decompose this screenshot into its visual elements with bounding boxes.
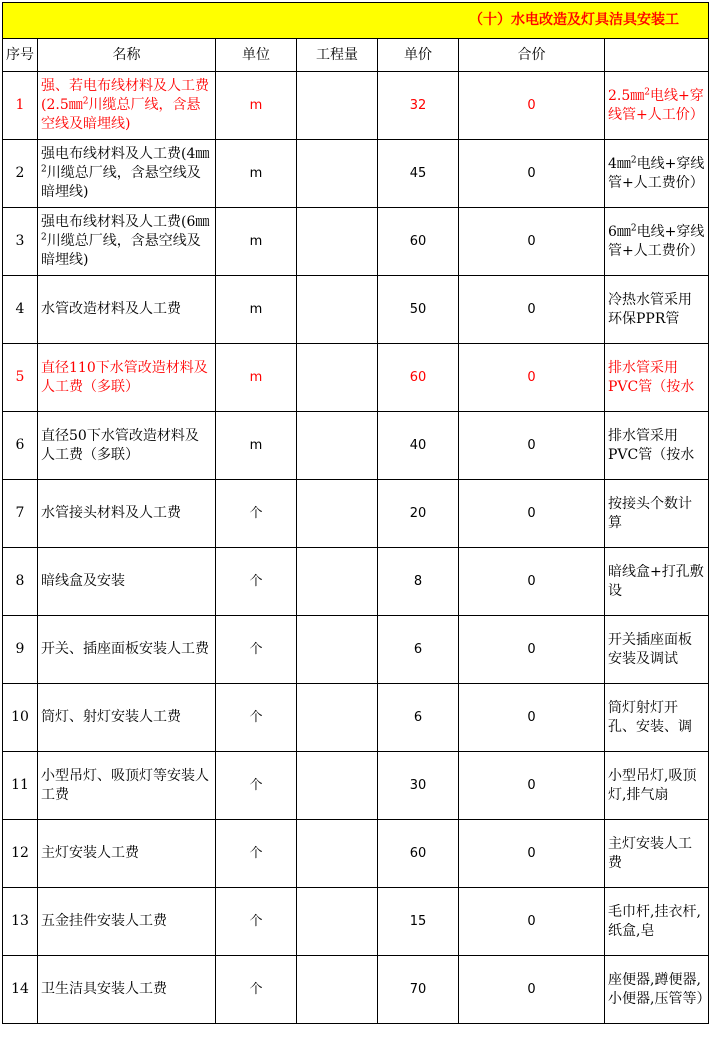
row-qty[interactable] (297, 684, 378, 752)
row-unit[interactable]: m (216, 208, 297, 276)
row-name[interactable] (38, 72, 216, 140)
row-name[interactable] (38, 140, 216, 208)
row-name-text: 水管改造材料及人工费 (41, 301, 181, 317)
row-unit[interactable]: 个 (216, 548, 297, 616)
header-total: 合价 (459, 39, 605, 72)
row-desc-text-2: 电线+穿线管+人工费价） (608, 223, 705, 259)
table-row[interactable] (3, 412, 709, 480)
row-desc-text: 冷热水管采用环保PPR管 (608, 291, 692, 327)
row-desc[interactable] (605, 548, 709, 616)
row-name[interactable] (38, 820, 216, 888)
row-desc[interactable] (605, 412, 709, 480)
row-name-text-2: 川缆总厂线，含悬空线及暗埋线) (41, 233, 201, 268)
table-row[interactable] (3, 616, 709, 684)
row-name-sup: 2 (82, 96, 89, 107)
row-desc-sup: 2 (644, 86, 650, 97)
row-name[interactable] (38, 344, 216, 412)
row-qty[interactable] (297, 616, 378, 684)
row-total[interactable]: 0 (459, 752, 605, 820)
title-row (3, 3, 709, 39)
row-name-text: 强电布线材料及人工费(4㎜ (41, 146, 210, 162)
row-price[interactable]: 20 (378, 480, 459, 548)
row-name-text: 直径50下水管改造材料及人工费（多联） (41, 427, 199, 463)
row-total[interactable]: 0 (459, 208, 605, 276)
row-no: 10 (3, 684, 38, 752)
row-unit[interactable]: 个 (216, 616, 297, 684)
row-no: 5 (3, 344, 38, 412)
header-qty: 工程量 (297, 39, 378, 72)
row-desc-text: 筒灯射灯开孔、安装、调 (608, 699, 692, 735)
row-name-text: 水管接头材料及人工费 (41, 505, 181, 521)
row-desc[interactable] (605, 684, 709, 752)
row-total[interactable]: 0 (459, 412, 605, 480)
row-total[interactable]: 0 (459, 480, 605, 548)
row-price[interactable]: 50 (378, 276, 459, 344)
row-desc[interactable] (605, 888, 709, 956)
row-total[interactable]: 0 (459, 344, 605, 412)
row-unit[interactable]: 个 (216, 888, 297, 956)
row-name-text: 五金挂件安装人工费 (41, 913, 167, 929)
table-row[interactable] (3, 72, 709, 140)
row-name[interactable] (38, 412, 216, 480)
row-qty[interactable] (297, 480, 378, 548)
row-desc-text: 按接头个数计算 (608, 495, 692, 531)
row-total[interactable]: 0 (459, 684, 605, 752)
row-qty[interactable] (297, 344, 378, 412)
header-no: 序号 (3, 39, 38, 72)
row-name[interactable] (38, 208, 216, 276)
row-price[interactable]: 60 (378, 820, 459, 888)
row-no: 7 (3, 480, 38, 548)
row-desc-text: 座便器,蹲便器,小便器,压管等） (608, 971, 710, 1007)
row-name-text: 直径110下水管改造材料及人工费（多联） (41, 359, 208, 395)
row-total[interactable]: 0 (459, 72, 605, 140)
row-no: 13 (3, 888, 38, 956)
row-qty[interactable] (297, 548, 378, 616)
row-price[interactable]: 6 (378, 684, 459, 752)
row-name-text: 强电布线材料及人工费(6㎜ (41, 214, 210, 230)
row-unit[interactable]: m (216, 276, 297, 344)
row-price[interactable]: 60 (378, 344, 459, 412)
row-desc[interactable] (605, 820, 709, 888)
row-unit[interactable]: 个 (216, 956, 297, 1024)
row-name-text: 开关、插座面板安装人工费 (41, 641, 209, 657)
row-desc-text: 6㎜ (608, 223, 631, 240)
row-price[interactable]: 32 (378, 72, 459, 140)
row-total[interactable]: 0 (459, 956, 605, 1024)
row-unit[interactable]: m (216, 344, 297, 412)
table-row[interactable] (3, 208, 709, 276)
table-row[interactable] (3, 548, 709, 616)
header-row (3, 39, 709, 72)
row-price[interactable]: 30 (378, 752, 459, 820)
row-no: 2 (3, 140, 38, 208)
row-unit[interactable]: m (216, 140, 297, 208)
row-price[interactable]: 8 (378, 548, 459, 616)
row-name[interactable] (38, 480, 216, 548)
row-desc-text: 主灯安装人工费 (608, 835, 692, 871)
row-desc[interactable] (605, 616, 709, 684)
table-row[interactable] (3, 752, 709, 820)
row-unit[interactable]: 个 (216, 480, 297, 548)
header-price: 单价 (378, 39, 459, 72)
row-desc-text: 排水管采用PVC管（按水 (608, 359, 695, 395)
row-desc-text: 4㎜ (608, 155, 631, 172)
header-name: 名称 (38, 39, 216, 72)
row-desc-sup: 2 (630, 154, 637, 165)
row-price[interactable]: 45 (378, 140, 459, 208)
row-desc-text: 暗线盒+打孔敷设 (608, 563, 704, 599)
table-row[interactable] (3, 344, 709, 412)
row-qty[interactable] (297, 208, 378, 276)
header-unit: 单位 (216, 39, 297, 72)
row-qty[interactable] (297, 140, 378, 208)
row-total[interactable]: 0 (459, 548, 605, 616)
row-unit[interactable]: m (216, 412, 297, 480)
row-desc-sup: 2 (630, 222, 637, 233)
row-name-text-2: 川缆总厂线，含悬空线及暗埋线) (41, 97, 201, 132)
table-row[interactable] (3, 276, 709, 344)
row-no: 1 (3, 72, 38, 140)
row-unit[interactable]: 个 (216, 820, 297, 888)
table-row[interactable] (3, 480, 709, 548)
row-name[interactable] (38, 548, 216, 616)
row-name[interactable] (38, 956, 216, 1024)
row-no: 12 (3, 820, 38, 888)
row-qty[interactable] (297, 276, 378, 344)
row-no: 14 (3, 956, 38, 1024)
row-no: 9 (3, 616, 38, 684)
row-desc-text-2: 电线+穿线管+人工价） (608, 87, 704, 123)
sheet-title: （十）水电改造及灯具洁具安装工 (3, 3, 709, 39)
row-no: 8 (3, 548, 38, 616)
row-qty[interactable] (297, 752, 378, 820)
row-name[interactable] (38, 616, 216, 684)
row-price[interactable]: 15 (378, 888, 459, 956)
row-desc[interactable] (605, 72, 709, 140)
row-name[interactable] (38, 752, 216, 820)
row-name[interactable] (38, 888, 216, 956)
row-desc-text: 开关插座面板安装及调试 (608, 631, 692, 667)
table-row[interactable] (3, 888, 709, 956)
row-no: 6 (3, 412, 38, 480)
row-total[interactable]: 0 (459, 888, 605, 956)
row-desc-text: 2.5㎜ (608, 87, 645, 104)
row-name-sup: 2 (41, 232, 47, 243)
row-qty[interactable] (297, 820, 378, 888)
row-price[interactable]: 40 (378, 412, 459, 480)
row-qty[interactable] (297, 412, 378, 480)
table-row[interactable] (3, 820, 709, 888)
table-row[interactable] (3, 684, 709, 752)
row-unit[interactable]: m (216, 72, 297, 140)
row-name-text: 强、若电布线材料及人工费(2.5㎜ (41, 78, 209, 113)
row-desc[interactable] (605, 752, 709, 820)
row-qty[interactable] (297, 72, 378, 140)
table-row[interactable] (3, 140, 709, 208)
row-name-sup: 2 (41, 164, 47, 175)
row-desc-text: 排水管采用PVC管（按水 (608, 427, 695, 463)
row-price[interactable]: 70 (378, 956, 459, 1024)
row-total[interactable]: 0 (459, 140, 605, 208)
row-no: 3 (3, 208, 38, 276)
row-unit[interactable]: 个 (216, 684, 297, 752)
row-total[interactable]: 0 (459, 276, 605, 344)
row-name-text: 暗线盒及安装 (41, 573, 125, 589)
row-name-text: 主灯安装人工费 (41, 845, 139, 861)
row-qty[interactable] (297, 956, 378, 1024)
row-no: 4 (3, 276, 38, 344)
row-name-text: 筒灯、射灯安装人工费 (41, 709, 181, 725)
row-desc[interactable] (605, 208, 709, 276)
table-row[interactable] (3, 956, 709, 1024)
row-desc-text: 毛巾杆,挂衣杆,纸盒,皂 (608, 903, 701, 939)
row-desc[interactable] (605, 140, 709, 208)
row-price[interactable]: 60 (378, 208, 459, 276)
row-name-text: 卫生洁具安装人工费 (41, 981, 167, 997)
row-qty[interactable] (297, 888, 378, 956)
row-name-text: 小型吊灯、吸顶灯等安装人工费 (41, 767, 209, 803)
row-price[interactable]: 6 (378, 616, 459, 684)
row-desc[interactable] (605, 276, 709, 344)
row-name[interactable] (38, 276, 216, 344)
row-desc-text: 小型吊灯,吸顶灯,排气扇 (608, 767, 697, 803)
row-unit[interactable]: 个 (216, 752, 297, 820)
row-no: 11 (3, 752, 38, 820)
quote-table (2, 2, 709, 1024)
row-desc[interactable] (605, 480, 709, 548)
row-desc[interactable] (605, 956, 709, 1024)
row-total[interactable]: 0 (459, 820, 605, 888)
header-desc (605, 39, 709, 72)
row-total[interactable]: 0 (459, 616, 605, 684)
row-name-text-2: 川缆总厂线，含悬空线及暗埋线) (41, 165, 201, 200)
row-name[interactable] (38, 684, 216, 752)
row-desc[interactable] (605, 344, 709, 412)
row-desc-text-2: 电线+穿线管+人工费价） (608, 155, 705, 191)
